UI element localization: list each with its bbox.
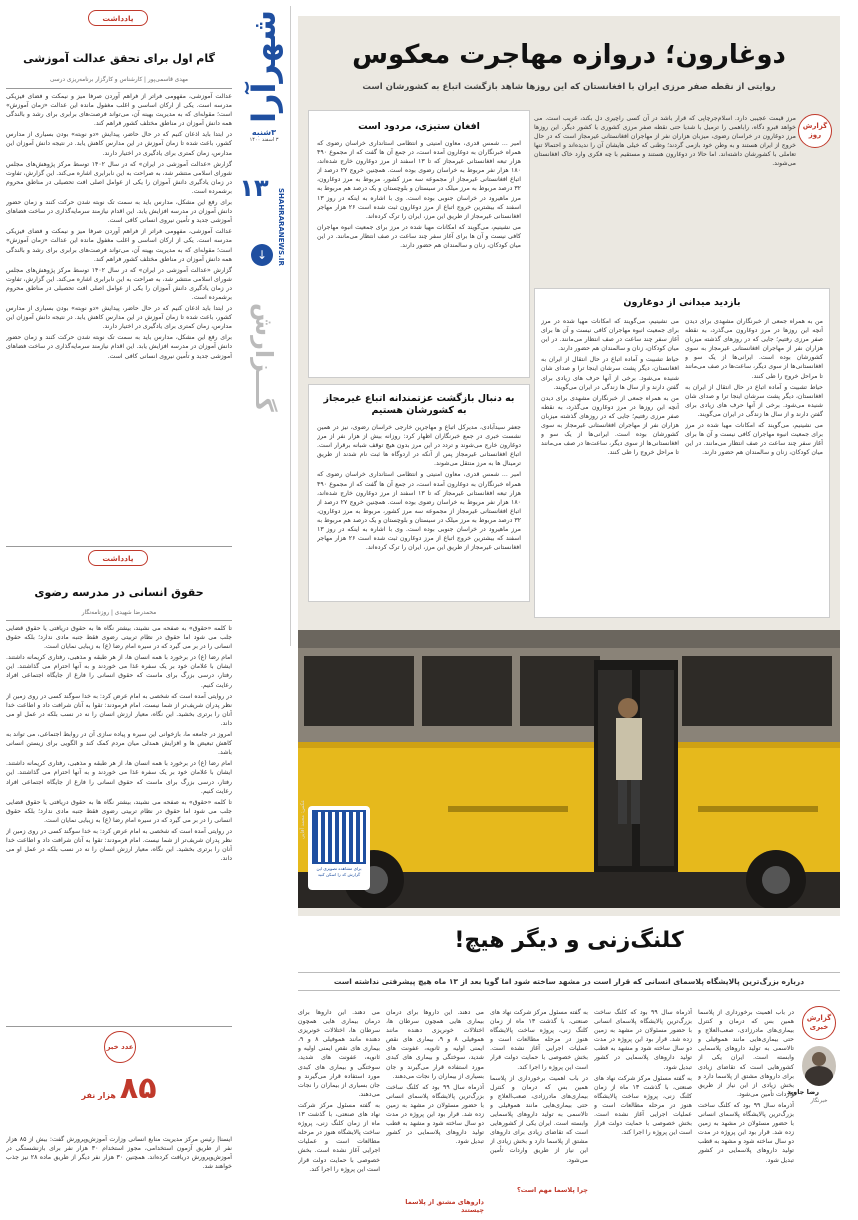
photo-credit: عکس: محمد آقایی	[300, 800, 306, 840]
stat-text: ایسنا| رئیس مرکز مدیریت منابع انسانی وزارت آموزش‌وپرورش گفت: بیش از ۸۵ هزار نفر از طریق آزمون استخدامی، مجوز استخدام ۳۰ هزار نفر برای بازنشستگی در آموزش‌وپرورش دریافت کرده‌اند. همچنین ۳۰ هزار نفر دیگر از طریق ماده ۲۸ نیز جذب خواهند شد.	[6, 1136, 232, 1171]
second-paragraph: می دهند. این داروها برای درمان بیماری هایی همچون سرطان ها، اختلالات خونریزی دهنده مانند هموفیلی ۸ و ۹، بیماری های نقص ایمنی اولیه و ثانویه، عفونت های شدید، سوختگی و بیماری های کبدی مورد استفاده قرار می‌گیرند و جان بسیاری از بیماران را نجات می‌دهند.	[386, 1009, 484, 1080]
field-headline: بازدید میدانی از دوغارون	[623, 297, 741, 308]
reporter-name: رضا جاوید	[786, 1088, 820, 1096]
stat-unit: هزار نفر	[81, 1091, 116, 1100]
field-col	[685, 317, 823, 613]
reporter-badge	[798, 114, 832, 148]
reporter-badge	[802, 1006, 836, 1040]
note-paragraph: گزارش «عدالت آموزشی در ایران» که در سال ۱۴۰۲ توسط مرکز پژوهش‌های مجلس شورای اسلامی منتشر شد، به صراحت به این نابرابری اشاره می‌کند. این گزارش، تفاوت در زمان یادگیری دانش آموزان را یکی از عوامل اصلی افت تحصیلی در مناطق محروم برشمرده است.	[6, 160, 232, 195]
stat-label-badge	[104, 1031, 136, 1063]
side2-body	[317, 423, 521, 597]
field-paragraph: می نشینیم، می‌گویند که امکانات مهیا شده در مرز برای جمعیت انبوه مهاجران کافی نیست و آن ها برای آغاز سفر چند ساعت در صف انتظار می‌مانند. در این میان کودکان، زنان و سالمندان هم حضور دارند.	[541, 318, 679, 353]
note-byline: محمدرضا شهیدی | روزنامه‌نگار	[81, 610, 157, 616]
field-paragraph: من به همراه جمعی از خبرنگاران مشهدی برای دیدن آنچه این روزها در مرز دوغارون می‌گذرد، به نقطه صفر مرزی رفتیم؛ جایی که در روزهای گذشته میزبان هزاران نفر از مهاجران افغانستانی غیرمجاز به سوی کشورشان بوده است. ایرانی‌ها از یک سو و افغانستانی‌ها از سوی دیگر، ساعت‌ها در صف می‌مانند تا مراحل خروج را طی کنند.	[541, 394, 679, 457]
second-paragraph: به گفته مسئول مرکز شرکت نهاد های صنعتی، با گذشت ۱۳ ماه از زمان کلنگ زنی، پروژه ساخت پالایشگاه هنوز در مرحله مطالعات است و عملیات اجرایی آغاز نشده است. بخش خصوصی با حمایت دولت قرار است این پروژه را اجرا کند.	[594, 1074, 692, 1137]
side2-paragraph: جعفر سیدآبادی، مدیرکل اتباع و مهاجرین خارجی خراسان رضوی، نیز در همین نشست خبری در جمع خبرنگاران اظهار کرد: روزانه بیش از هزار نفر از مرز دوغارون خارج می‌شوند و تردد در این مرز بدون هیچ توقف شبانه برقرار است. اتباع افغانستانی غیرمجاز پس از آنکه در اردوگاه ها ثبت نام شدند از طریق ترمینال ها به مرز منتقل می‌شوند.	[317, 424, 521, 468]
side2-box	[308, 384, 530, 602]
lead-story	[298, 16, 840, 916]
side-box	[308, 110, 530, 378]
site-url: SHAHRARANEWS.IR	[277, 188, 285, 266]
day-name: ۳شنبه	[251, 128, 277, 137]
note-paragraph: در ابتدا باید اذعان کنیم که در حال حاضر، پیدایش «دو نوبته» بودن بسیاری از مدارس کشور، باعث شده تا زمان آموزش در این مدارس کاهش یابد. در نتیجه دانش آموزان این مدارس، زمان کمتری برای یادگیری در اختیار دارند.	[6, 305, 232, 331]
second-col	[594, 1008, 692, 1212]
note-column	[6, 6, 232, 1214]
section-label: گـــزارش	[250, 303, 278, 412]
bus-illustration	[298, 630, 840, 908]
note-label	[88, 10, 148, 26]
second-paragraph: آذرماه سال ۹۹ بود که کلنگ ساخت بزرگ‌ترین پالایشگاه پلاسمای انسانی با حضور مسئولان در مشهد به زمین زده شد. قرار بود این پروژه در مدت دو سال ساخته شود و مشهد به قطب تولید داروهای پلاسمایی در کشور تبدیل شود.	[698, 1101, 794, 1164]
divider	[6, 620, 232, 621]
date-line: ۳ اسفند ۱۴۰۰	[249, 137, 279, 143]
lead-intro: مرز قیمت عجیبی دارد. اسلام‌جرچاپی که قرار باشد در آن کسی راچیری دل بکند، غریب است. می خواهد قبرو دگاه، راباهمی را ترمیل با شدیا حتی نقطه صفر مرزی کشوری یا کشور دیگر. این روزها مرز دوغارون در خراسان رضوی، میزبان هزاران نفر از مهاجران افغانستانی غیرمجاز است که در حال خروج از ایران هستند و به وطن خود بازمی گردند؛ وطنی که خیلی هایشان آن را ندیده‌اند و احتمالا تنها تعاملی با کشورشان داشته‌اند. اما حالا در دوغارون هستند و مستقیم با چه فکری وارد خاک افغانستان می‌شوند.	[534, 115, 796, 168]
stat-box	[6, 1026, 232, 1212]
second-story	[298, 924, 840, 1214]
note-body	[6, 624, 232, 1020]
second-paragraph: به گفته مسئول مرکز شرکت نهاد های صنعتی، با گذشت ۱۳ ماه از زمان کلنگ زنی، پروژه ساخت پالایشگاه هنوز در مرحله مطالعات است و عملیات اجرایی آغاز نشده است. بخش خصوصی با حمایت دولت قرار است این پروژه را اجرا کند.	[298, 1101, 380, 1173]
field-paragraph: حیاط تشبیت و آماده اتباع در حال انتقال از ایران به افغانستان، دیگر پشت سرشان اینجا ترا و صدای شان شنیده می‌شود. برخی از آنها حرف های زیادی برای گفتن دارند و از سال ها زندگی در ایران می‌گویند.	[541, 356, 679, 391]
qr-caption: برای مشاهده تصویری این گزارش کد را اسکن کنید	[316, 866, 362, 877]
divider	[6, 88, 232, 89]
side-paragraph: امیر ... شمس قدری، معاون امنیتی و انتظامی استانداری خراسان رضوی که همراه خبرنگاران به دوغارون آمده است، در جمع آن ها گفت که از مجموع ۴۹۰ هزار تبعه افغانستانی غیرمجاز که تا ۱۳ اسفند از مرز دوغارون خارج شده‌اند، ۱۸۰ هزار نفر مربوط به خراسان رضوی بوده است. همچنین خروج ۲۷ درصد از اتباع افغانستانی غیرمجاز از مجموعه سه مرز کشور، مربوط به مرز دوغارون، ۳۲ درصد مربوط به مرز میلک در سیستان و بلوچستان و یک درصد هم مربوط به مرز ماهیرود در خراسان جنوبی بوده است. وی با اشاره به اینکه در روز ۱۳ اسفند که بیشترین خروج اتباع از مرز دوغارون ثبت شده است ۲۶ هزار مهاجر افغانستانی غیرمجاز از طریق این مرز، ایران را ترک کرده‌اند.	[317, 140, 521, 220]
side-paragraph: می نشینیم، می‌گویند که امکانات مهیا شده در مرز برای جمعیت انبوه مهاجران کافی نیست و آن ها برای آغاز سفر چند ساعت در صف انتظار می‌مانند. در این میان کودکان، زنان و سالمندان هم حضور دارند.	[317, 223, 521, 250]
second-col	[386, 1008, 484, 1198]
field-paragraph: حیاط تشبیت و آماده اتباع در حال انتقال از ایران به افغانستان، دیگر پشت سرشان اینجا ترا و صدای شان شنیده می‌شود. برخی از آنها حرف های زیادی برای گفتن دارند و از سال ها زندگی در ایران می‌گویند.	[685, 383, 823, 418]
note-paragraph: امروز در جامعه ما، بازخوانی این سیره و پیاده سازی آن در روابط اجتماعی، می تواند به کاهش تبعیض ها و افزایش همدلی میان مردم کمک کند و الگویی برای زیستن انسانی باشد.	[6, 731, 232, 757]
note-paragraph: در روایتی آمده است که شخصی به امام عرض کرد: به خدا سوگند کسی در روی زمین از نظر پدران شریف‌تر از شما نیست. امام فرمودند: تقوا به آنان شرافت داد و اطاعت خدا آنان را برتری بخشید. این نگاه، معیار ارزش انسان را نه در نسب بلکه در عمل او می داند.	[6, 827, 232, 863]
second-reporter-tag: گزارش خبری	[806, 1014, 832, 1031]
qr-card[interactable]	[308, 806, 370, 890]
reporter-avatar	[802, 1046, 836, 1086]
field-box	[534, 288, 830, 618]
note-paragraph: برای رفع این مشکل، مدارس باید به سمت تک نوبته شدن حرکت کنند و زمان حضور دانش آموزان در مدرسه افزایش یابد. این اقدام نیازمند سرمایه‌گذاری در ساخت فضاهای آموزشی جدید و تأمین نیروی انسانی کافی است.	[6, 199, 232, 225]
note-paragraph: تا کلمه «حقوق» به صفحه می نشیند، بیشتر نگاه ها به حقوق دریافتی یا حقوق قضایی جلب می شود اما حقوق در نظام تربیتی رضوی فقط جنبه مادی ندارد؛ بلکه حقوق انسانی را در بر می گیرد که در سیره امام رضا (ع) به زیبایی نمایان است.	[6, 798, 232, 824]
field-col	[541, 317, 679, 613]
side2-paragraph: امیر ... شمس قدری، معاون امنیتی و انتظامی استانداری خراسان رضوی که همراه خبرنگاران به دوغارون آمده است، در جمع آن ها گفت که از مجموع ۴۹۰ هزار تبعه افغانستانی غیرمجاز که تا ۱۳ اسفند از مرز دوغارون خارج شده‌اند، ۱۸۰ هزار نفر مربوط به خراسان رضوی بوده است. همچنین خروج ۲۷ درصد از اتباع افغانستانی غیرمجاز از مجموعه سه مرز کشور، مربوط به مرز دوغارون، ۳۲ درصد مربوط به مرز میلک در سیستان و بلوچستان و یک درصد هم مربوط به مرز ماهیرود در خراسان جنوبی بوده است. وی با اشاره به اینکه در روز ۱۳ اسفند که بیشترین خروج اتباع از مرز دوغارون ثبت شده است ۲۶ هزار مهاجر افغانستانی غیرمجاز از طریق این مرز، ایران را ترک کرده‌اند.	[317, 471, 521, 552]
divider	[6, 546, 232, 547]
side-body	[317, 139, 521, 371]
note-paragraph: امام رضا (ع) در برخورد با همه انسان ها، از هر طبقه و مذهبی، رفتاری کریمانه داشتند. ایشان با غلامان خود بر یک سفره غذا می خوردند و به آنها احترام می گذاشتند. این رفتار، درسی بزرگ برای ماست که حقوق انسانی را فارغ از جایگاه اجتماعی افراد رعایت کنیم.	[6, 654, 232, 689]
note-headline: گام اول برای تحقق عدالت آموزشی	[23, 52, 215, 65]
stat-number: ۸۵	[119, 1071, 157, 1106]
note-paragraph: در ابتدا باید اذعان کنیم که در حال حاضر، پیدایش «دو نوبته» بودن بسیاری از مدارس کشور، باعث شده تا زمان آموزش در این مدارس کاهش یابد. در نتیجه دانش آموزان این مدارس، زمان کمتری برای یادگیری در اختیار دارند.	[6, 131, 232, 157]
note-paragraph: تا کلمه «حقوق» به صفحه می نشیند، بیشتر نگاه ها به حقوق دریافتی یا حقوق قضایی جلب می شود اما حقوق در نظام تربیتی رضوی فقط جنبه مادی ندارد؛ بلکه حقوق انسانی را در بر می گیرد که در سیره امام رضا (ع) به زیبایی نمایان است.	[6, 625, 232, 651]
second-paragraph: می دهند. این داروها برای درمان بیماری هایی همچون سرطان ها، اختلالات خونریزی دهنده مانند هموفیلی ۸ و ۹، بیماری های نقص ایمنی اولیه و ثانویه، عفونت های شدید، سوختگی و بیماری های کبدی مورد استفاده قرار می‌گیرند و جان بسیاری از بیماران را نجات می‌دهند.	[298, 1009, 380, 1098]
masthead-date	[241, 128, 287, 158]
second-col	[298, 1008, 380, 1212]
page-number: ۱۳	[239, 174, 269, 202]
second-headline: کلنگ‌زنی و دیگر هیچ!	[454, 928, 684, 953]
note-label-text: یادداشت	[102, 13, 134, 23]
second-paragraph: آذرماه سال ۹۹ بود که کلنگ ساخت بزرگ‌ترین پالایشگاه پلاسمای انسانی با حضور مسئولان در مشهد به زمین زده شد. قرار بود این پروژه در مدت دو سال ساخته شود و مشهد به قطب تولید داروهای پلاسمایی در کشور تبدیل شود.	[594, 1009, 692, 1071]
second-paragraph: به گفته مسئول مرکز شرکت نهاد های صنعتی، با گذشت ۱۳ ماه از زمان کلنگ زنی، پروژه ساخت پالایشگاه هنوز در مرحله مطالعات است و عملیات اجرایی آغاز نشده است. بخش خصوصی با حمایت دولت قرار است این پروژه را اجرا کند.	[490, 1009, 588, 1071]
note-paragraph: امام رضا (ع) در برخورد با همه انسان ها، از هر طبقه و مذهبی، رفتاری کریمانه داشتند. ایشان با غلامان خود بر یک سفره غذا می خوردند و به آنها احترام می گذاشتند. این رفتار، درسی بزرگ برای ماست که حقوق انسانی را فارغ از جایگاه اجتماعی افراد رعایت کنیم.	[6, 760, 232, 795]
field-paragraph: من به همراه جمعی از خبرنگاران مشهدی برای دیدن آنچه این روزها در مرز دوغارون می‌گذرد، به نقطه صفر مرزی رفتیم؛ جایی که در روزهای گذشته میزبان هزاران نفر از مهاجران افغانستانی غیرمجاز به سوی کشورشان بوده است. ایرانی‌ها از یک سو و افغانستانی‌ها از سوی دیگر، ساعت‌ها در صف می‌مانند تا مراحل خروج را طی کنند.	[685, 318, 823, 380]
masthead-title: شهرآرا	[245, 9, 283, 123]
reporter-role: خبرنگار	[810, 1098, 828, 1104]
second-paragraph: در باب اهمیت برخورداری از پلاسما همین بس که درمان و کنترل بیماری‌های مادرزادی، صعب‌العلاج و حتی بیماری‌هایی مانند هموفیلی و تالاسمی به تولید داروهای پلاسمایی وابسته است. ایران یکی از کشورهایی است که تقاضای زیادی برای داروهای مشتق از پلاسما دارد و بخش زیادی از این نیاز از طریق واردات تأمین می‌شود.	[698, 1009, 794, 1098]
side2-headline: به دنبال بازگشت عزتمندانه اتباع غیرمجاز به کشورشان هستیم	[323, 393, 515, 416]
second-col	[698, 1008, 794, 1212]
subhead: چرا پلاسما مهم است؟	[517, 1186, 588, 1194]
note-paragraph: گزارش «عدالت آموزشی در ایران» که در سال ۱۴۰۲ توسط مرکز پژوهش‌های مجلس شورای اسلامی منتشر شد، به صراحت به این نابرابری اشاره می‌کند. این گزارش، تفاوت در زمان یادگیری دانش آموزان را یکی از عوامل اصلی افت تحصیلی در مناطق محروم برشمرده است.	[6, 266, 232, 301]
note-label-text: یادداشت	[102, 553, 134, 563]
second-paragraph: آذرماه سال ۹۹ بود که کلنگ ساخت بزرگ‌ترین پالایشگاه پلاسمای انسانی با حضور مسئولان در مشهد به زمین زده شد. قرار بود این پروژه در مدت دو سال ساخته شود و مشهد به قطب تولید داروهای پلاسمایی در کشور تبدیل شود.	[386, 1083, 484, 1146]
note-label	[88, 550, 148, 566]
masthead-logo	[237, 6, 291, 126]
second-paragraph: در باب اهمیت برخورداری از پلاسما همین بس که درمان و کنترل بیماری‌های مادرزادی، صعب‌العلاج و حتی بیماری‌هایی مانند هموفیلی و تالاسمی به تولید داروهای پلاسمایی وابسته است. ایران یکی از کشورهایی است که تقاضای زیادی برای داروهای مشتق از پلاسما دارد و بخش زیادی از این نیاز از طریق واردات تأمین می‌شود.	[490, 1074, 588, 1164]
lead-headline: دوغارون؛ دروازه مهاجرت معکوس	[352, 40, 786, 70]
note-paragraph: عدالت آموزشی، مفهومی فراتر از فراهم آوردن صرفا میز و نیمکت و فضای فیزیکی مدرسه است. یکی از ارکان اساسی و اغلب مغفول مانده این عدالت «زمان آموزش» است؛ مقوله‌ای که به مدیریت بهینه آن، می‌تواند فرصت‌های برابری برای رشد و بالندگی همه دانش آموزان در مناطق مختلف کشور فراهم کند.	[6, 228, 232, 263]
stat-label: عدد خبر	[106, 1042, 134, 1051]
stat-number-row	[66, 1071, 172, 1111]
lead-deck: روایتی از نقطه صفر مرزی ایران با افغانستان که این روزها شاهد بازگشت اتباع به کشورشان است	[362, 82, 776, 92]
note-paragraph: برای رفع این مشکل، مدارس باید به سمت تک نوبته شدن حرکت کنند و زمان حضور دانش آموزان در مدرسه افزایش یابد. این اقدام نیازمند سرمایه‌گذاری در ساخت فضاهای آموزشی جدید و تأمین نیروی انسانی کافی است.	[6, 334, 232, 360]
subhead: داروهای مشتق از پلاسما چیستند	[405, 1198, 484, 1214]
second-col	[490, 1008, 588, 1198]
note-paragraph: عدالت آموزشی، مفهومی فراتر از فراهم آوردن صرفا میز و نیمکت و فضای فیزیکی مدرسه است. یکی از ارکان اساسی و اغلب مغفول مانده این عدالت «زمان آموزش» است؛ مقوله‌ای که به مدیریت بهینه آن، می‌تواند فرصت‌های برابری برای رشد و بالندگی همه دانش آموزان در مناطق مختلف کشور فراهم کند.	[6, 93, 232, 128]
lead-photo	[298, 630, 840, 908]
field-paragraph: می نشینیم، می‌گویند که امکانات مهیا شده در مرز برای جمعیت انبوه مهاجران کافی نیست و آن ها برای آغاز سفر چند ساعت در صف انتظار می‌مانند. در این میان کودکان، زنان و سالمندان هم حضور دارند.	[685, 422, 823, 457]
note-body	[6, 92, 232, 542]
qr-code-icon[interactable]	[312, 810, 366, 864]
side-headline: افغان ستیزی، مردود است	[358, 121, 480, 132]
note-headline: حقوق انسانی در مدرسه رضوی	[34, 586, 204, 599]
nav-arrow-icon[interactable]: ↓	[251, 244, 273, 266]
reporter-tag: گزارش روز	[802, 122, 828, 139]
second-deck: درباره بزرگ‌ترین پالایشگاه پلاسمای انسانی که قرار است در مشهد ساخته شود اما گویا بعد از ۱۳ ماه هیچ پیشرفتی نداشته است	[298, 972, 840, 991]
note-paragraph: در روایتی آمده است که شخصی به امام عرض کرد: به خدا سوگند کسی در روی زمین از نظر پدران شریف‌تر از شما نیست. امام فرمودند: تقوا به آنان شرافت داد و اطاعت خدا آنان را برتری بخشید. این نگاه، معیار ارزش انسان را نه در نسب بلکه در عمل او می داند.	[6, 692, 232, 727]
note-byline: مهدی قاسمی‌پور | کارشناس و کارگزار برنامه‌ریزی درسی	[49, 77, 189, 83]
masthead	[237, 6, 291, 646]
